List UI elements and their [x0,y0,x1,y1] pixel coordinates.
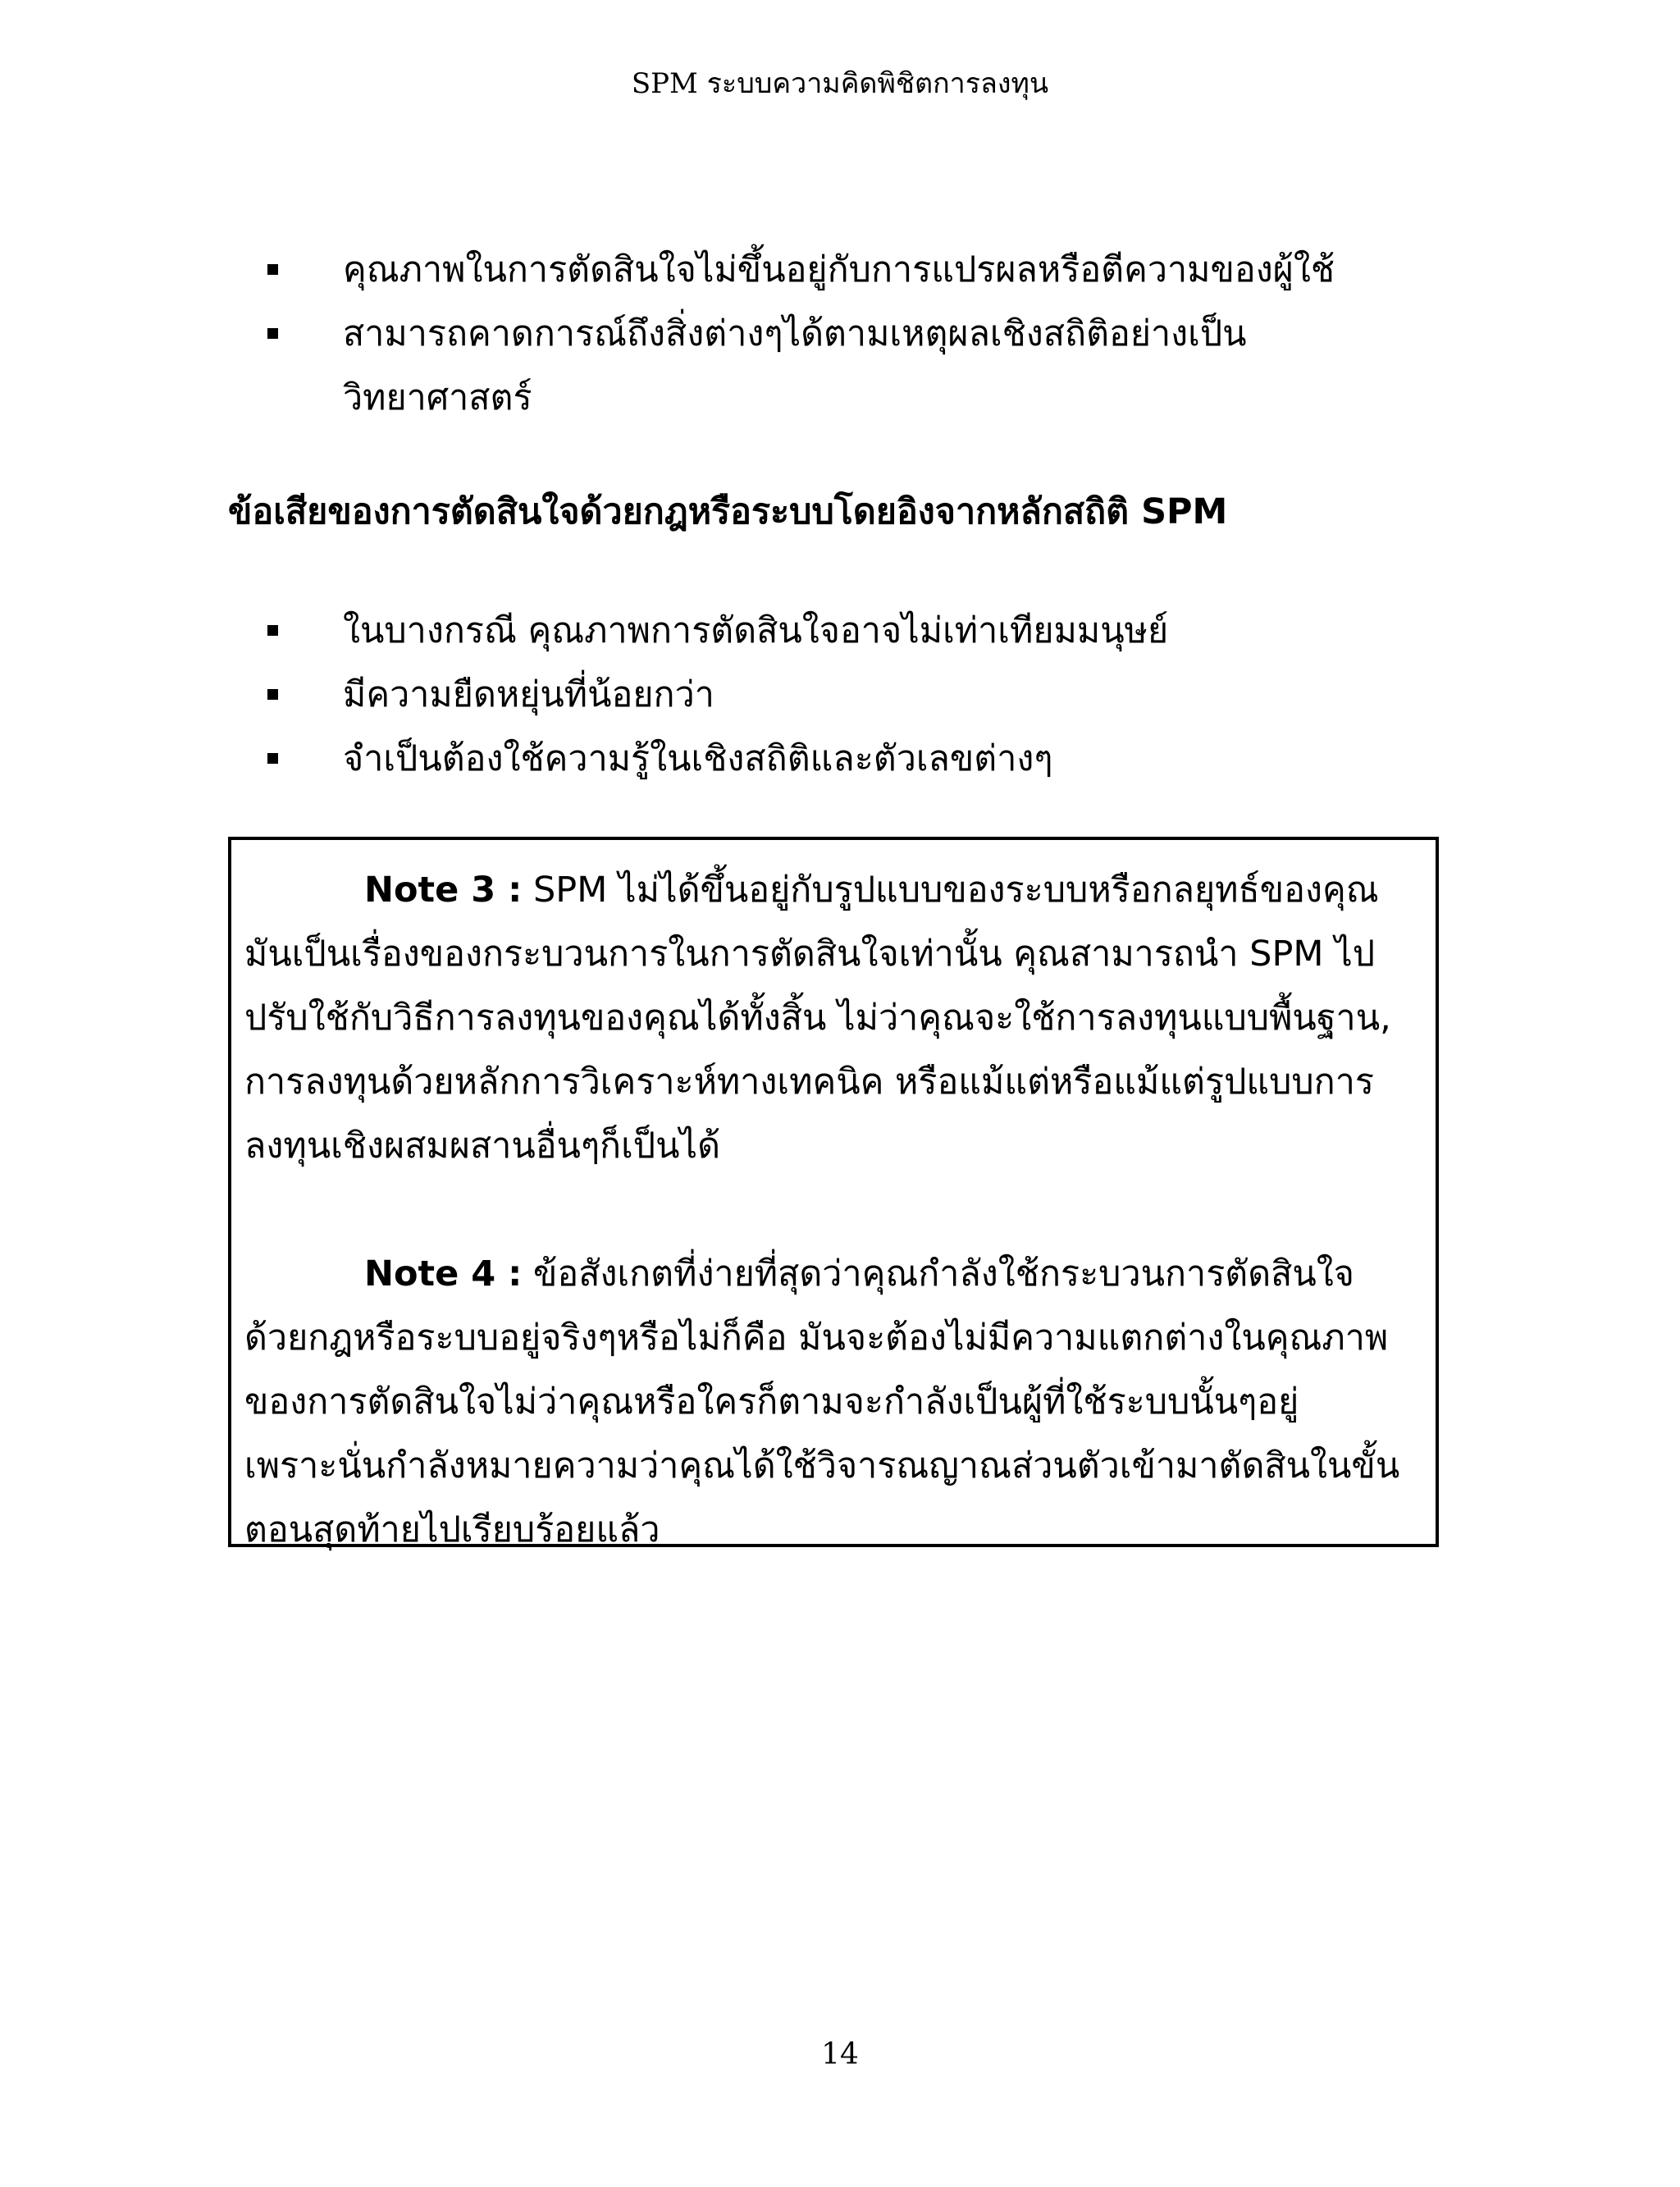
note-3-line: มันเป็นเรื่องของกระบวนการในการตัดสินใจเท่านั้น คุณสามารถนำ SPM ไป [244,934,1376,975]
list-item [264,238,1462,302]
note-spacer [244,1178,1414,1242]
note-3-first-line [244,858,1414,922]
list-item [264,302,1462,430]
list-item-text: มีความยืดหยุ่นที่น้อยกว่า [343,674,714,715]
advantages-list [264,238,1462,430]
list-item-text: ในบางกรณี คุณภาพการตัดสินใจอาจไม่เท่าเทียมมนุษย์ [343,610,1169,651]
square-bullet-icon [267,264,278,275]
disadvantages-list [264,599,1462,791]
list-item [264,599,1462,663]
note-4-text: ข้อสังเกตที่ง่ายที่สุดว่าคุณกำลังใช้กระบวนการตัดสินใจ [522,1253,1354,1294]
notes-box [228,837,1439,1550]
note-4-line: ด้วยกฎหรือระบบอยู่จริงๆหรือไม่ก็คือ มันจะต้องไม่มีความแตกต่างในคุณภาพ [244,1317,1389,1358]
note-4-line: ของการตัดสินใจไม่ว่าคุณหรือใครก็ตามจะกำลังเป็นผู้ที่ใช้ระบบนั้นๆอยู่ [244,1381,1299,1422]
list-item-text: คุณภาพในการตัดสินใจไม่ขึ้นอยู่กับการแปรผลหรือตีความของผู้ใช้ [343,249,1335,290]
square-bullet-icon [267,625,278,636]
list-item-text: สามารถคาดการณ์ถึงสิ่งต่างๆได้ตามเหตุผลเชิงสถิติอย่างเป็น [343,313,1247,354]
list-item-text-continued: วิทยาศาสตร์ [343,377,532,418]
note-3-text: SPM ไม่ได้ขึ้นอยู่กับรูปแบบของระบบหรือกลยุทธ์ของคุณ [522,870,1379,911]
note-3 [244,858,1414,1178]
square-bullet-icon [267,753,278,764]
note-3-label: Note 3 : [364,870,523,911]
page-number: 14 [821,2038,859,2071]
note-3-line: การลงทุนด้วยหลักการวิเคราะห์ทางเทคนิค หรือแม้แต่หรือแม้แต่รูปแบบการ [244,1062,1374,1103]
square-bullet-icon [267,689,278,700]
list-item [264,663,1462,727]
note-4-line: เพราะนั่นกำลังหมายความว่าคุณได้ใช้วิจารณญาณส่วนตัวเข้ามาตัดสินในขั้น [244,1445,1400,1486]
note-4-label: Note 4 : [364,1253,523,1294]
running-header: SPM ระบบความคิดพิชิตการลงทุน [631,67,1049,100]
note-4-first-line [244,1242,1414,1306]
note-4-line: ตอนสุดท้ายไปเรียบร้อยแล้ว [244,1509,660,1550]
list-item-text: จำเป็นต้องใช้ความรู้ในเชิงสถิติและตัวเลขต่างๆ [343,738,1053,779]
section-heading: ข้อเสียของการตัดสินใจด้วยกฎหรือระบบโดยอิงจากหลักสถิติ SPM [228,491,1228,532]
note-3-line: ปรับใช้กับวิธีการลงทุนของคุณได้ทั้งสิ้น ไม่ว่าคุณจะใช้การลงทุนแบบพื้นฐาน, [244,998,1391,1039]
list-item [264,727,1462,791]
note-3-line: ลงทุนเชิงผสมผสานอื่นๆก็เป็นได้ [244,1125,721,1167]
note-4 [244,1242,1414,1562]
square-bullet-icon [267,328,278,339]
